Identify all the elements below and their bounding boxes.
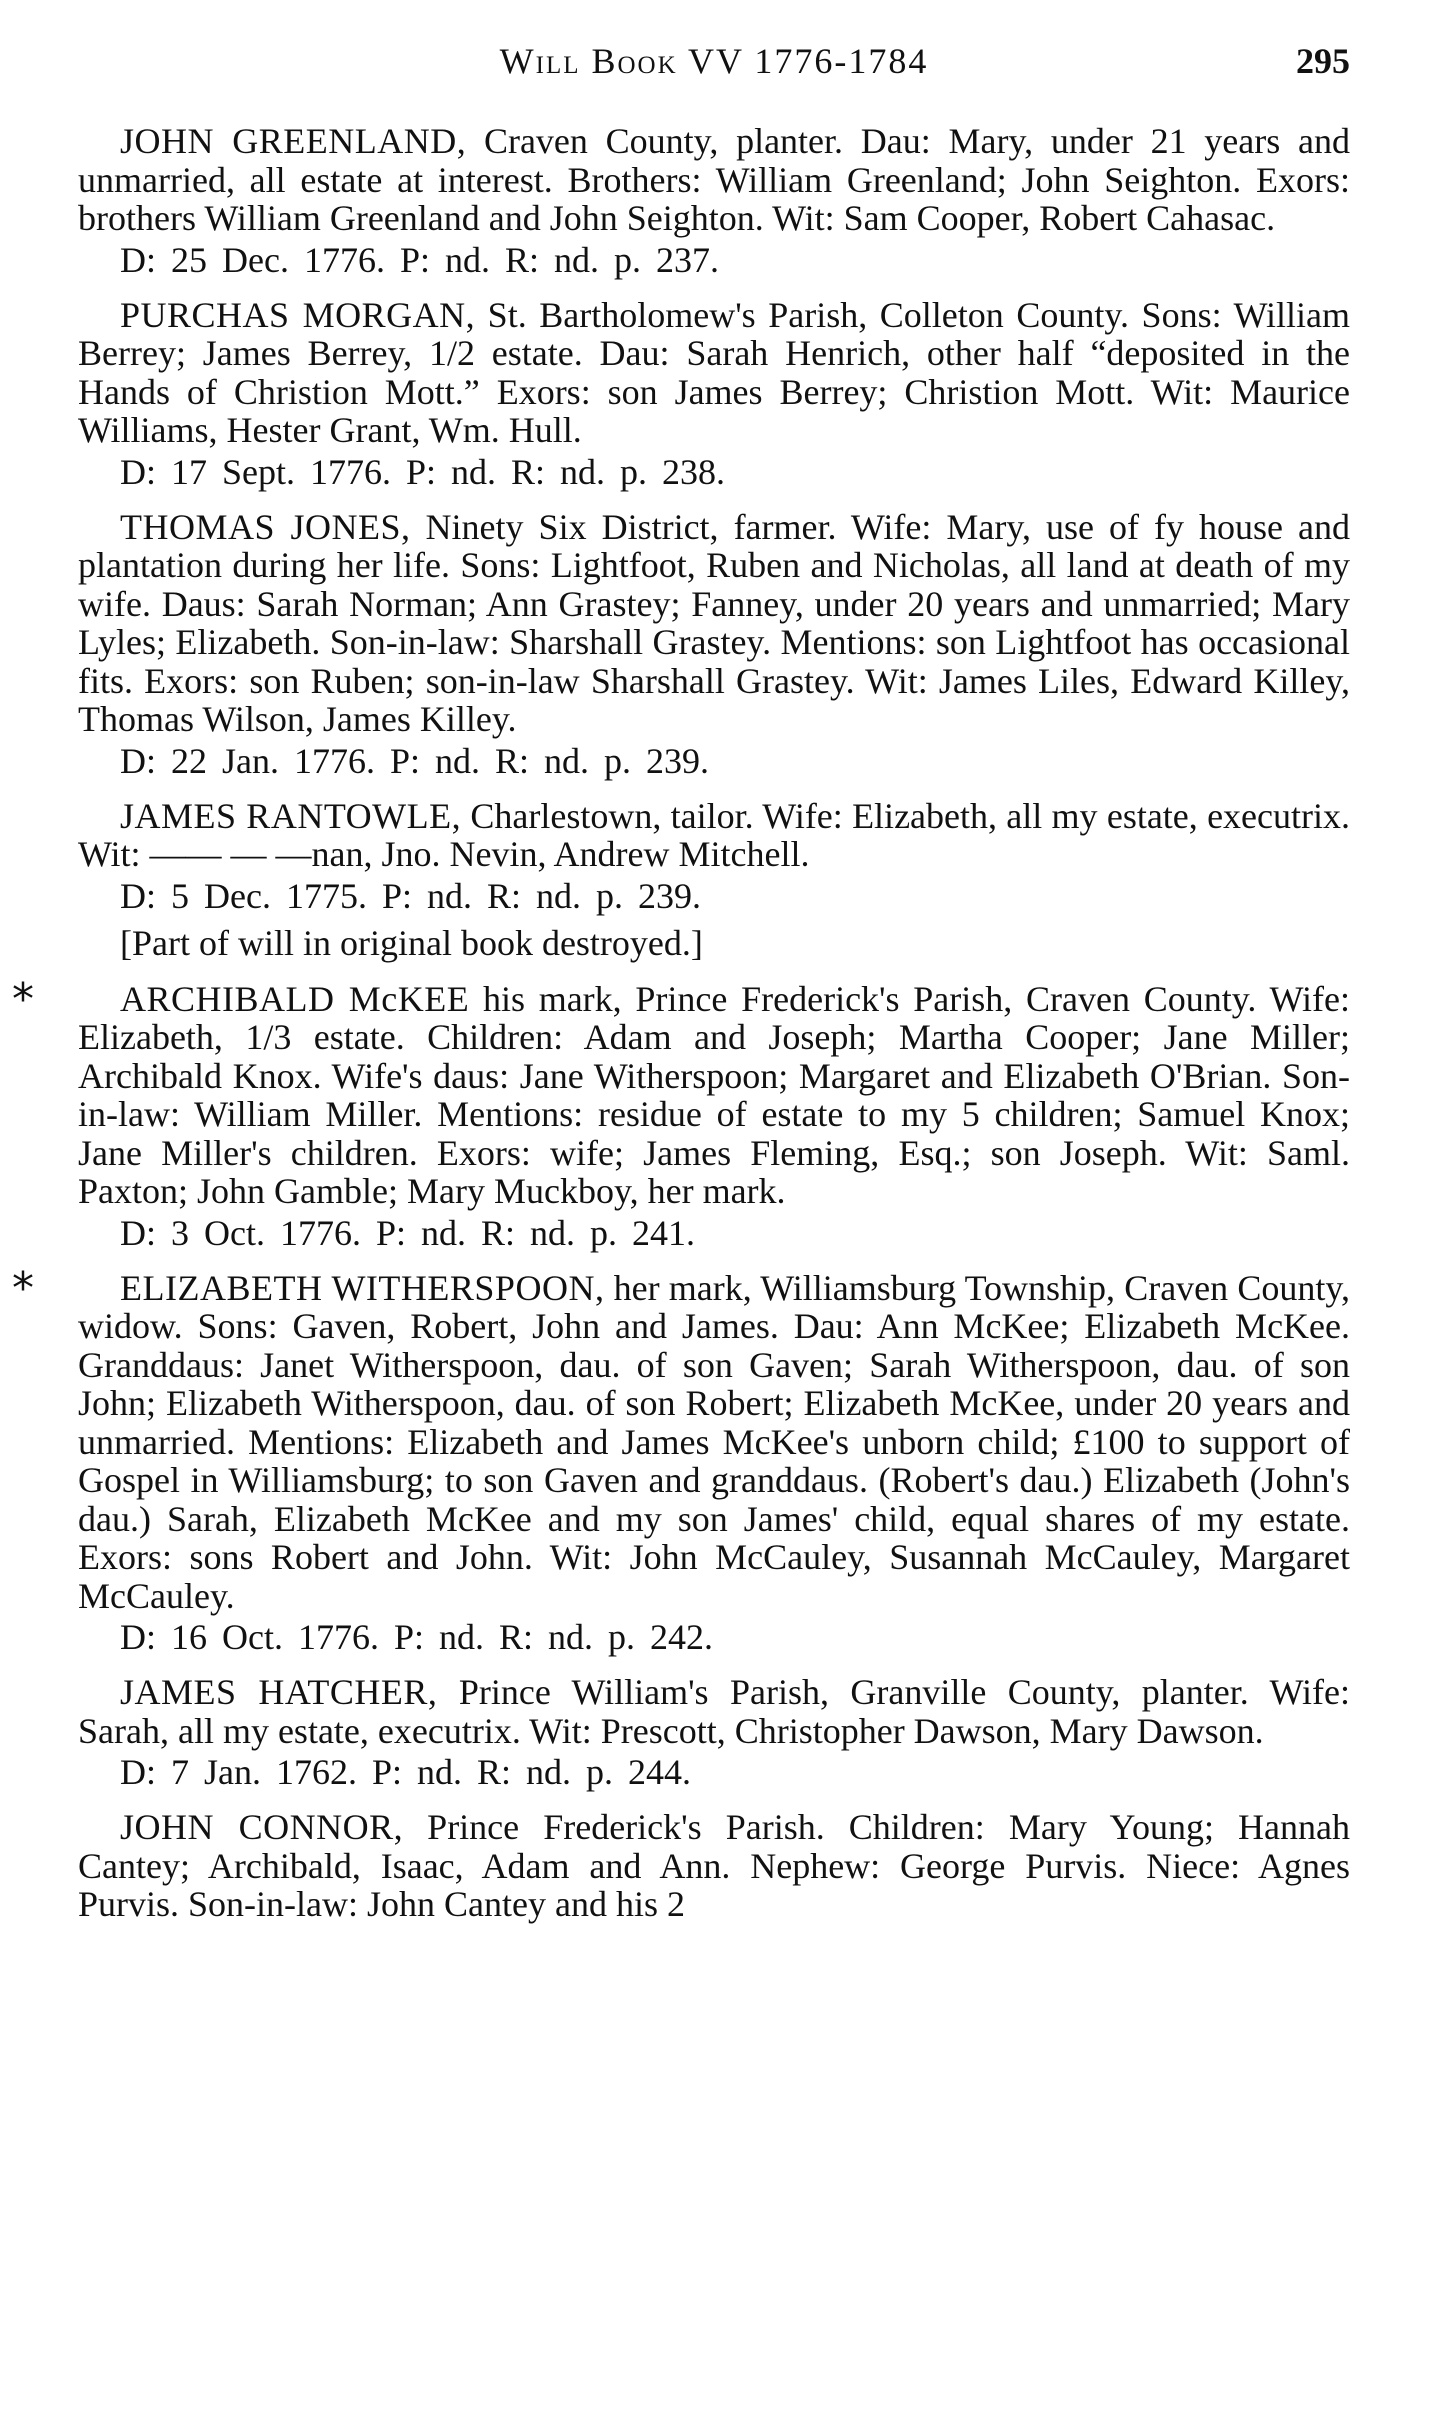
will-entries-list — [12, 121, 1350, 1924]
will-entry — [78, 1808, 1350, 1924]
entry-body — [78, 797, 1350, 874]
entry-dates: D: 17 Sept. 1776. P: nd. R: nd. p. 238. — [120, 451, 726, 492]
page-number: 295 — [1296, 41, 1350, 81]
entry-body — [78, 122, 1350, 238]
entry-dates: D: 5 Dec. 1775. P: nd. R: nd. p. 239. — [120, 875, 701, 916]
entry-text: her mark, Williamsburg Township, Craven County, widow. Sons: Gaven, Robert, John and James. Dau: Ann McKee; Elizabeth McKee. Granddaus: Janet Witherspoon, dau. of son Gaven; Sarah Witherspoon, dau. of son John; Elizabeth Witherspoon, dau. of son Robert; Elizabeth McKee, under 20 years and unmarried. Mentions: Elizabeth and James McKee's unborn child; £100 to support of Gospel in Williamsburg; to son Gaven and granddaus. (Robert's dau.) Elizabeth (John's dau.) Sarah, Elizabeth McKee and my son James' child, equal shares of my estate. Exors: sons Robert and John. Wit: John McCauley, Susannah McCauley, Margaret McCauley. — [78, 1267, 1350, 1616]
testator-name: ARCHIBALD McKEE — [120, 978, 470, 1019]
entry-dates: D: 25 Dec. 1776. P: nd. R: nd. p. 237. — [120, 239, 719, 280]
asterisk-icon: * — [12, 1262, 34, 1314]
entry-body — [78, 980, 1350, 1211]
testator-name: JOHN CONNOR, — [120, 1807, 404, 1847]
entry-text: Prince Frederick's Parish. Children: Mary Young; Hannah Cantey; Archibald, Isaac, Adam and Ann. Nephew: George Purvis. Niece: Agnes Purvis. Son-in-law: John Cantey and his 2 — [78, 1807, 1350, 1924]
will-entry — [78, 508, 1350, 781]
entry-text: Ninety Six District, farmer. Wife: Mary, use of fy house and plantation during her life. Sons: Lightfoot, Ruben and Nicholas, all land at death of my wife. Daus: Sarah Norman; Ann Grastey; Fanney, under 20 years and unmarried; Mary Lyles; Elizabeth. Son-in-law: Sharshall Grastey. Mentions: son Lightfoot has occasional fits. Exors: son Ruben; son-in-law Sharshall Grastey. Wit: James Liles, Edward Killey, Thomas Wilson, James Killey. — [78, 506, 1350, 739]
entry-text: Charlestown, tailor. Wife: Elizabeth, all my estate, executrix. Wit: —— — —nan, Jno. Nevin, Andrew Mitchell. — [78, 795, 1350, 874]
testator-name: JAMES HATCHER, — [120, 1672, 438, 1712]
will-entry — [12, 1262, 1350, 1658]
entry-body — [78, 1808, 1350, 1924]
will-entry — [78, 797, 1350, 964]
testator-name: JOHN GREENLAND, — [120, 121, 467, 161]
entry-dates: D: 3 Oct. 1776. P: nd. R: nd. p. 241. — [120, 1212, 696, 1253]
entry-body — [78, 296, 1350, 450]
entry-body — [78, 508, 1350, 739]
entry-dates: D: 22 Jan. 1776. P: nd. R: nd. p. 239. — [120, 740, 710, 781]
entry-body — [78, 1673, 1350, 1750]
will-entry — [78, 1673, 1350, 1792]
entry-dates: D: 16 Oct. 1776. P: nd. R: nd. p. 242. — [120, 1617, 714, 1657]
testator-name: THOMAS JONES, — [120, 506, 411, 547]
entry-note: [Part of will in original book destroyed.] — [120, 922, 703, 963]
testator-name: PURCHAS MORGAN, — [120, 294, 476, 335]
will-entry — [78, 296, 1350, 492]
entry-text: St. Bartholomew's Parish, Colleton County. Sons: William Berrey; James Berrey, 1/2 estate. Dau: Sarah Henrich, other half “deposited in the Hands of Christion Mott.” Exors: son James Berrey; Christion Mott. Wit: Maurice Williams, Hester Grant, Wm. Hull. — [78, 294, 1350, 450]
will-entry — [12, 973, 1350, 1253]
page-header — [78, 40, 1350, 100]
entry-dates: D: 7 Jan. 1762. P: nd. R: nd. p. 244. — [120, 1752, 692, 1792]
asterisk-icon: * — [12, 973, 34, 1025]
entry-text: Prince William's Parish, Granville County, planter. Wife: Sarah, all my estate, executrix. Wit: Prescott, Christopher Dawson, Mary Dawson. — [78, 1672, 1350, 1751]
will-entry — [78, 122, 1350, 280]
document-page — [12, 40, 1350, 1940]
entry-text: Craven County, planter. Dau: Mary, under 21 years and unmarried, all estate at interest. Brothers: William Greenland; John Seighton. Exors: brothers William Greenland and John Seighton. Wit: Sam Cooper, Robert Cahasac. — [78, 121, 1350, 238]
entry-body — [78, 1269, 1350, 1616]
page-title: Will Book VV 1776-1784 — [499, 41, 929, 81]
testator-name: ELIZABETH WITHERSPOON, — [120, 1267, 605, 1308]
entry-text: his mark, Prince Frederick's Parish, Craven County. Wife: Elizabeth, 1/3 estate. Children: Adam and Joseph; Martha Cooper; Jane Miller; Archibald Knox. Wife's daus: Jane Witherspoon; Margaret and Elizabeth O'Brian. Son-in-law: William Miller. Mentions: residue of estate to my 5 children; Samuel Knox; Jane Miller's children. Exors: wife; James Fleming, Esq.; son Joseph. Wit: Saml. Paxton; John Gamble; Mary Muckboy, her mark. — [78, 978, 1350, 1211]
testator-name: JAMES RANTOWLE, — [120, 795, 462, 836]
